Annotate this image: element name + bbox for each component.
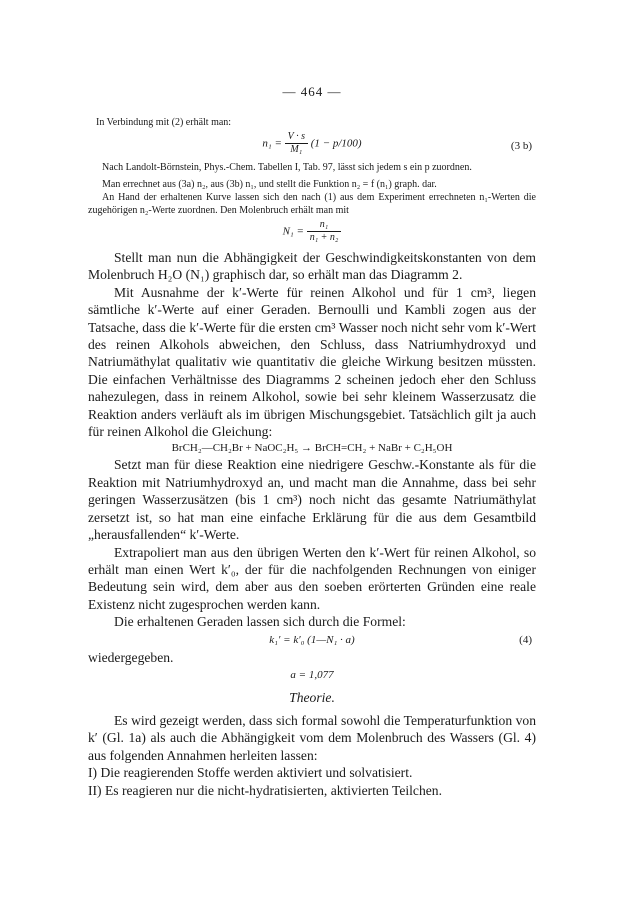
page-body [88, 116, 536, 799]
list-item-2: II) Es reagieren nur die nicht-hydratisierten, aktivierten Teilchen. [88, 782, 442, 798]
list-item-1: I) Die reagierenden Stoffe werden aktiviert und solvatisiert. [88, 765, 413, 781]
section-heading: Theorie. [289, 689, 335, 705]
paragraph-curve: An Hand der erhaltenen Kurve lassen sich den nach (1) aus dem Experiment errechneten n₁-Werten die zugehörigen n₂-Werte zuordnen. Den Molenbruch erhält man mit [88, 192, 536, 216]
equation-molenbruch-lhs: N₁ = [282, 225, 304, 238]
paragraph-diagram: Stellt man nun die Abhängigkeit der Geschwindigkeitskonstanten von dem Molenbruch H₂O (N₁) graphisch dar, so erhält man das Diagramm 2. [88, 250, 536, 283]
equation-molenbruch-numerator: n₁ [307, 219, 342, 232]
paragraph-compute: Man errechnet aus (3a) n₂, aus (3b) n₁, und stellt die Funktion n₂ = f (n₁) graph. dar. [102, 179, 437, 190]
intro-line: In Verbindung mit (2) erhält man: [96, 117, 232, 128]
equation-3b-fraction [285, 131, 308, 156]
paragraph-formula-intro: Die erhaltenen Geraden lassen sich durch die Formel: [114, 614, 406, 630]
paragraph-landolt: Nach Landolt-Börnstein, Phys.-Chem. Tabellen I, Tab. 97, lässt sich jedem s ein p zuordnen. [102, 162, 472, 173]
equation-4-label: (4) [519, 633, 532, 646]
paragraph-reaction: Setzt man für diese Reaktion eine niedrigere Geschw.-Konstante als für die Reaktion mit Natriumhydroxyd an, und macht man die Annahme, dass bei sehr geringen Wasserzusätzen (bis 1 cm³) noch nicht das gesamte Natriumäthylat zersetzt ist, so hat man eine einfache Erklärung für die aus dem Gesamtbild „herausfallenden“ k′-Werte. [88, 457, 536, 543]
equation-3b-lhs: n₁ = [262, 137, 282, 150]
equation-3b-rest: (1 − p/100) [310, 137, 362, 150]
page-number: — 464 — [282, 84, 342, 99]
reaction-equation: BrCH₂—CH₂Br + NaOC₂H₅ → BrCH=CH₂ + NaBr + C₂H₅OH [171, 442, 453, 455]
equation-4-text: k₁′ = k′₀ (1—N₁ · a) [269, 633, 355, 646]
equation-molenbruch [88, 219, 536, 249]
paragraph-wiedergegeben: wiedergegeben. [88, 649, 174, 665]
paragraph-theory: Es wird gezeigt werden, dass sich formal sowohl die Temperaturfunktion von k′ (Gl. 1a) als auch die Abhängigkeit vom dem Molenbruch des Wassers (Gl. 4) aus folgenden Annahmen herleiten lassen: [88, 712, 536, 763]
equation-molenbruch-fraction [307, 219, 342, 244]
equation-3b-denominator: M₁ [290, 144, 303, 155]
equation-molenbruch-denominator: n₁ + n₂ [309, 232, 339, 243]
equation-4 [88, 631, 536, 649]
equation-a: a = 1,077 [290, 668, 334, 681]
paragraph-exception: Mit Ausnahme der k′-Werte für reinen Alkohol und für 1 cm³, liegen sämtliche k′-Werte auf einer Geraden. Bernoulli und Kambli zogen aus der Tatsache, dass die k′-Werte für die ersten cm³ Wasser noch nicht sehr vom k′-Wert des reinen Alkohols abweichen, den Schluss, dass Natriumhydroxyd und Natriumäthylat qualitativ wie quantitativ die gleiche Wirkung besitzen müssten. Die einfachen Verhältnisse des Diagramms 2 scheinen jedoch eher den Schluss nahezulegen, dass in reinem Alkohol, sowie bei sehr kleinem Wasserzusatz die Reaktion anders verläuft als im übrigen Mischungsgebiet. Tatsächlich gilt ja auch für reinen Alkohol die Gleichung: [88, 284, 536, 440]
paragraph-extrapolation: Extrapoliert man aus den übrigen Werten den k′-Wert für reinen Alkohol, so erhält man einen Wert k′₀, der für die nachfolgenden Rechnungen von einiger Bedeutung sein wird, dem aber aus den soeben erörterten Gründen eine reale Existenz nicht zugesprochen werden kann. [88, 544, 536, 612]
equation-3b [88, 131, 536, 161]
equation-3b-label: (3 b) [510, 140, 532, 152]
equation-3b-numerator: V · s [285, 131, 308, 144]
